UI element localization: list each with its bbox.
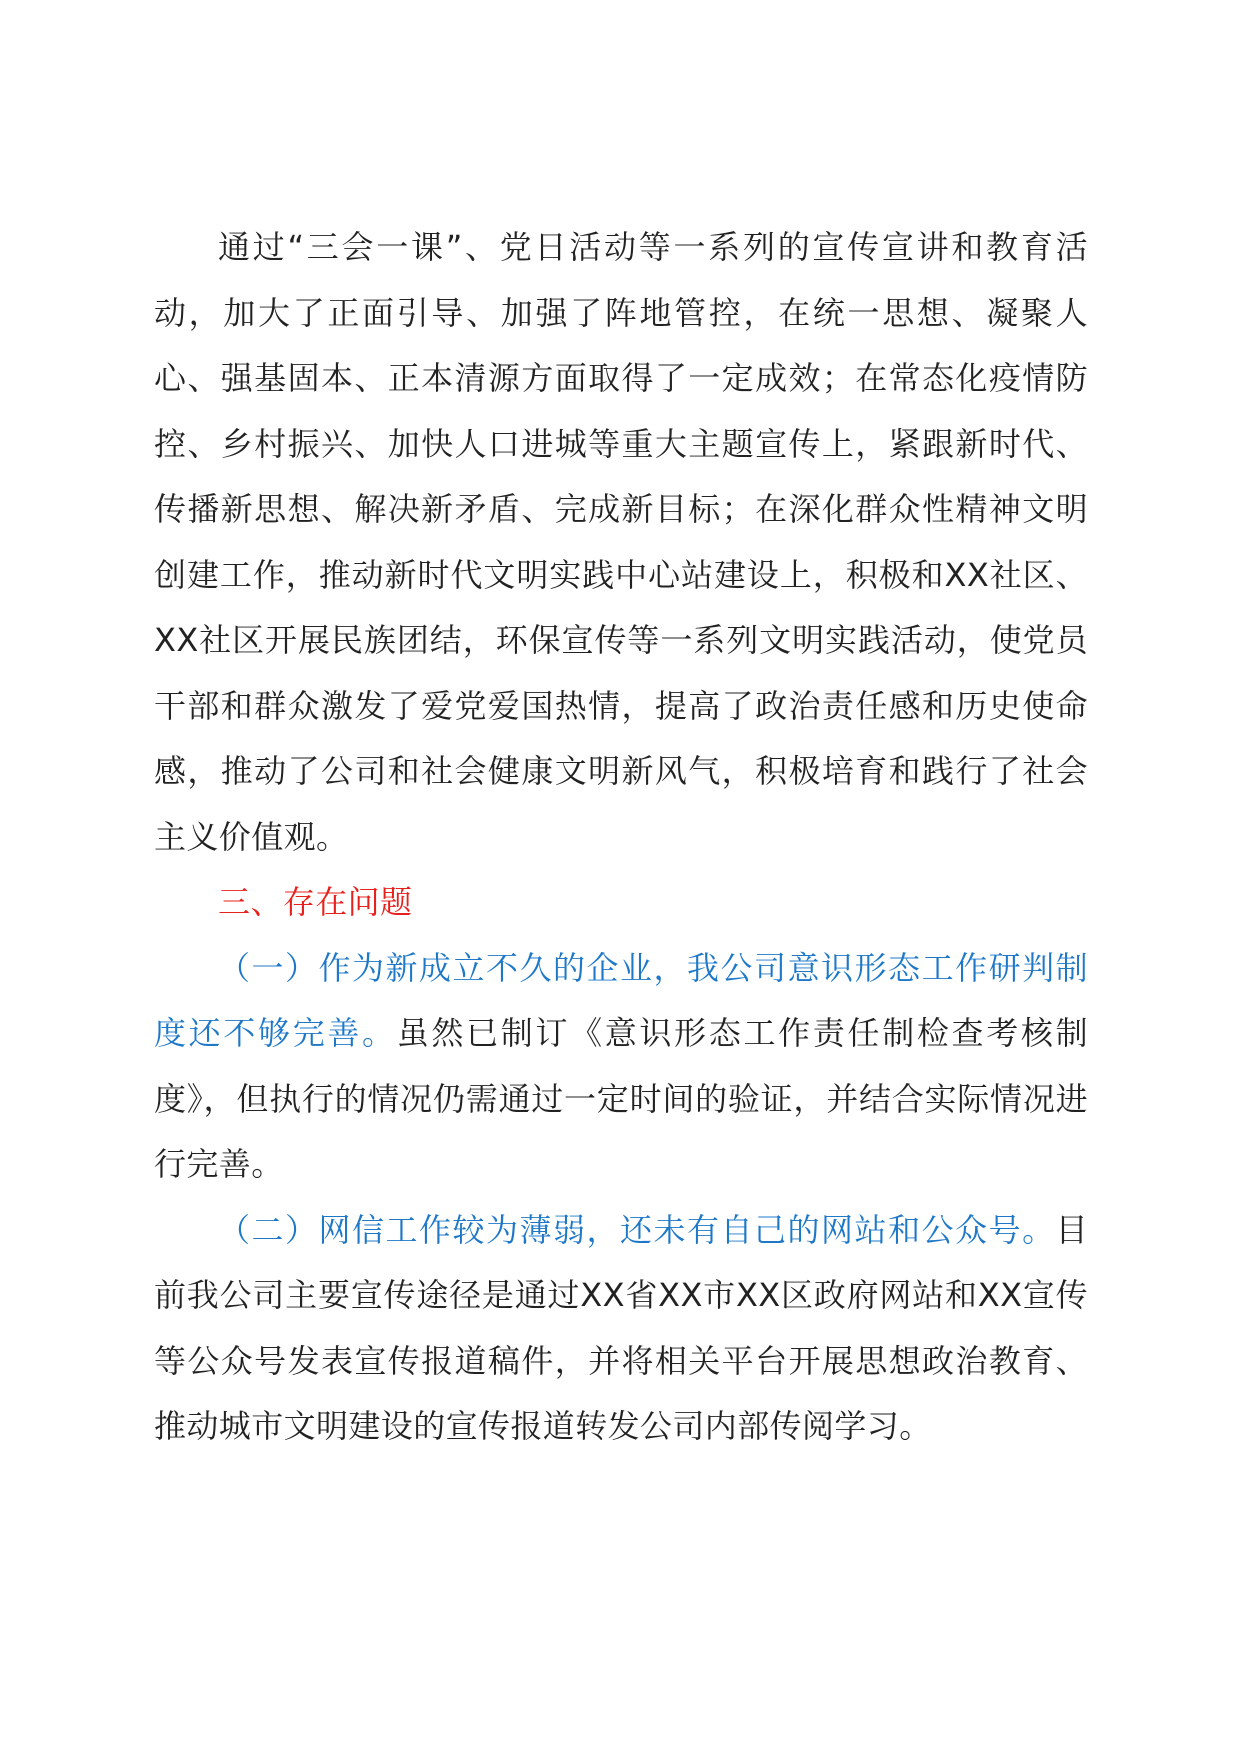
issue-paragraph-1 bbox=[154, 936, 1088, 1198]
issue-2-body: 目前我公司主要宣传途径是通过XX省XX市XX区政府网站和XX宣传等公众号发表宣传报道稿件，并将相关平台开展思想政治教育、推动城市文明建设的宣传报道转发公司内部传阅学习。 bbox=[154, 1210, 1088, 1445]
issue-2-heading: （二）网信工作较为薄弱，还未有自己的网站和公众号。 bbox=[218, 1210, 1056, 1249]
section-heading: 三、存在问题 bbox=[218, 883, 413, 921]
issue-1-heading: （一）作为新成立不久的企业，我公司意识形态工作研判制度还不够完善。 bbox=[154, 948, 1088, 1052]
paragraph-achievements: 通过“三会一课”、党日活动等一系列的宣传宣讲和教育活动，加大了正面引导、加强了阵地管控，在统一思想、凝聚人心、强基固本、正本清源方面取得了一定成效；在常态化疫情防控、乡村振兴、加快人口进城等重大主题宣传上，紧跟新时代、传播新思想、解决新矛盾、完成新目标；在深化群众性精神文明创建工作，推动新时代文明实践中心站建设上，积极和XX社区、XX社区开展民族团结，环保宣传等一系列文明实践活动，使党员干部和群众激发了爱党爱国热情，提高了政治责任感和历史使命感，推动了公司和社会健康文明新风气，积极培育和践行了社会主义价值观。 bbox=[154, 228, 1088, 856]
issue-paragraph-2 bbox=[154, 1198, 1088, 1460]
document-body bbox=[154, 215, 1088, 1460]
issue-1-body: 虽然已制订《意识形态工作责任制检查考核制度》，但执行的情况仍需通过一定时间的验证，并结合实际情况进行完善。 bbox=[154, 1014, 1088, 1183]
